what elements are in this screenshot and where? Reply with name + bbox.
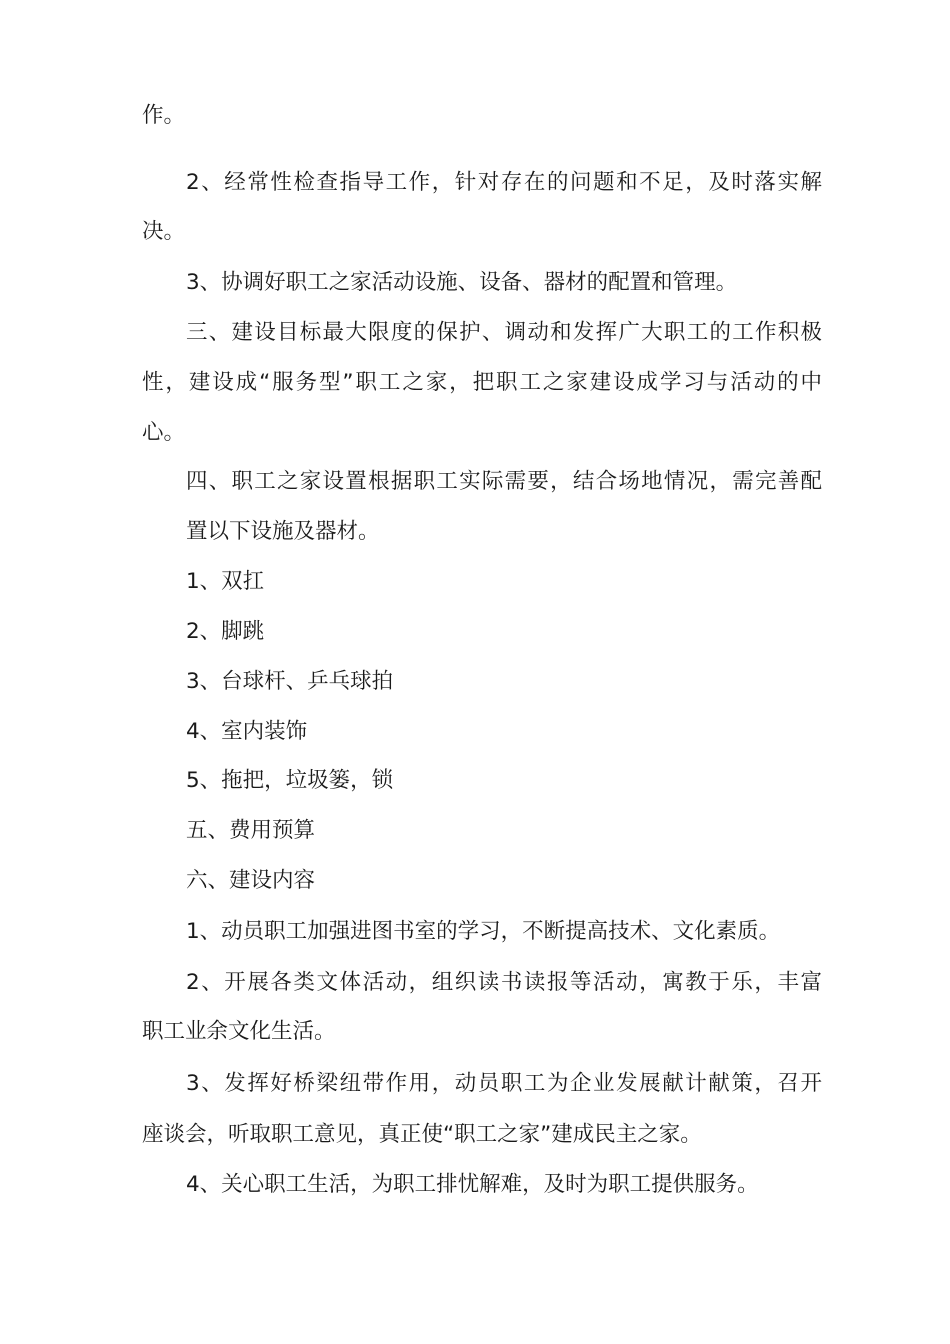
text-line: 性，建设成“服务型”职工之家，把职工之家建设成学习与活动的中 [142, 370, 822, 395]
text-line: 3、协调好职工之家活动设施、设备、器材的配置和管理。 [186, 270, 738, 295]
list-item: 2、脚跳 [186, 619, 265, 644]
text-line: 职工业余文化生活。 [142, 1019, 336, 1044]
list-item: 1、双扛 [186, 569, 265, 594]
text-line: 座谈会，听取职工意见，真正使“职工之家”建成民主之家。 [142, 1122, 702, 1147]
text-line: 心。 [142, 420, 186, 445]
text-line: 四、职工之家设置根据职工实际需要，结合场地情况，需完善配 [186, 469, 822, 494]
section-heading: 六、建设内容 [186, 868, 316, 893]
text-line: 作。 [142, 103, 186, 128]
list-item: 3、台球杆、乒乓球拍 [186, 669, 394, 694]
text-line: 2、开展各类文体活动，组织读书读报等活动，寓教于乐，丰富 [186, 970, 822, 995]
text-line: 3、发挥好桥梁纽带作用，动员职工为企业发展献计献策，召开 [186, 1071, 822, 1096]
text-line: 1、动员职工加强进图书室的学习，不断提高技术、文化素质。 [186, 919, 781, 944]
list-item: 5、拖把，垃圾篓，锁 [186, 768, 394, 793]
text-line: 2、经常性检查指导工作，针对存在的问题和不足，及时落实解 [186, 170, 822, 195]
text-line: 置以下设施及器材。 [186, 519, 380, 544]
list-item: 4、室内装饰 [186, 719, 308, 744]
text-line: 4、关心职工生活，为职工排忧解难，及时为职工提供服务。 [186, 1172, 759, 1197]
section-heading: 五、费用预算 [186, 818, 316, 843]
text-line: 三、建设目标最大限度的保护、调动和发挥广大职工的工作积极 [186, 320, 822, 345]
text-line: 决。 [142, 219, 186, 244]
